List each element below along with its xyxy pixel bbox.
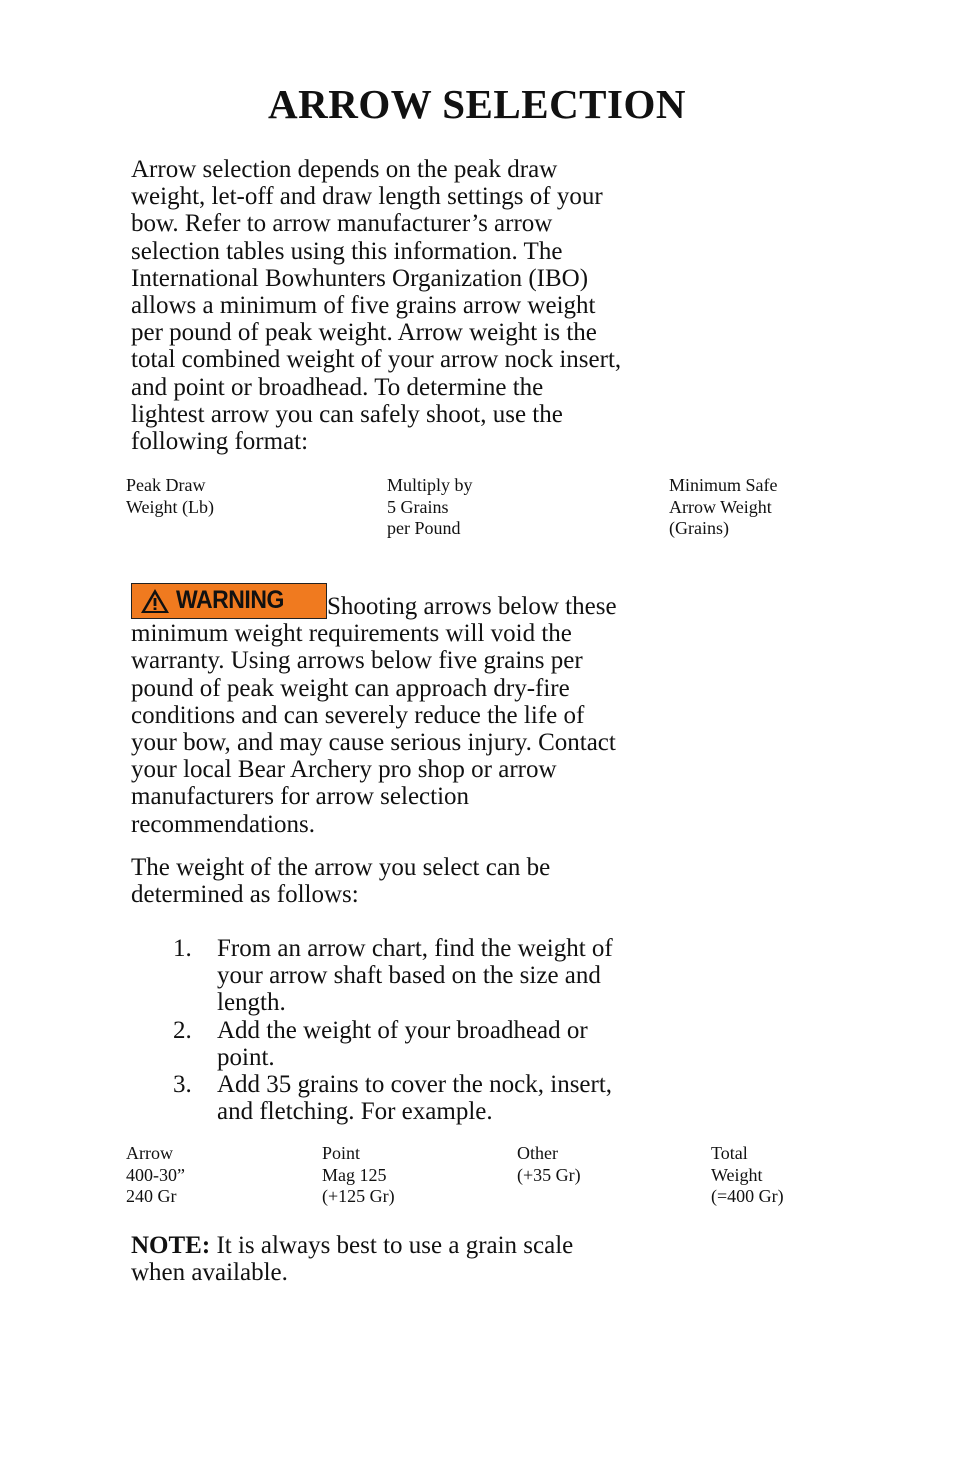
text-line: Add the weight of your broadhead or <box>217 1016 588 1044</box>
table-cell: 240 Gr <box>126 1186 177 1206</box>
warning-first-line <box>131 583 831 620</box>
table-cell: Peak Draw <box>126 475 206 495</box>
text-line: Arrow selection depends on the peak draw <box>131 156 558 183</box>
table-cell: Weight (Lb) <box>126 496 215 517</box>
warning-paragraph <box>131 583 831 838</box>
warning-badge <box>131 583 327 619</box>
text-line: bow. Refer to arrow manufacturer’s arrow <box>131 210 553 238</box>
text-line: when available. <box>131 1259 288 1287</box>
text-line: your arrow shaft based on the size and <box>217 962 601 990</box>
table-cell: (+125 Gr) <box>322 1186 395 1206</box>
table-cell: per Pound <box>387 518 461 538</box>
text-line: Add 35 grains to cover the nock, insert, <box>217 1071 613 1099</box>
table-cell: 5 Grains <box>387 496 449 517</box>
text-line: lightest arrow you can safely shoot, use the <box>131 400 563 428</box>
list-number: 2. <box>173 1016 192 1044</box>
text-line: The weight of the arrow you select can be <box>131 854 551 881</box>
text-line <box>131 1232 831 1259</box>
note-paragraph <box>131 1232 831 1286</box>
table-cell: 400-30” <box>126 1164 185 1185</box>
list-item <box>173 935 613 1017</box>
format-col-peak-draw <box>126 475 214 518</box>
text-line: Shooting arrows below these <box>327 593 617 620</box>
text-line: your local Bear Archery pro shop or arrow <box>131 756 557 784</box>
example-col-arrow <box>126 1143 185 1208</box>
table-cell: Arrow Weight <box>669 496 772 517</box>
list-number: 3. <box>173 1071 192 1099</box>
table-cell: Other <box>517 1143 558 1163</box>
text-line: International Bowhunters Organization (IBO) <box>131 264 589 292</box>
intro-paragraph <box>131 156 831 455</box>
text-line: From an arrow chart, find the weight of <box>217 935 613 962</box>
text-line: warranty. Using arrows below five grains per <box>131 647 583 675</box>
table-cell: Total <box>711 1143 748 1163</box>
table-cell: Mag 125 <box>322 1164 387 1185</box>
example-col-point <box>322 1143 395 1208</box>
text-line: determined as follows: <box>131 881 359 909</box>
text-line: your bow, and may cause serious injury. Contact <box>131 729 616 757</box>
text-line: point. <box>217 1043 275 1071</box>
note-label: NOTE: <box>131 1232 211 1259</box>
table-cell: Multiply by <box>387 475 473 495</box>
warning-badge-label: WARNING <box>176 586 284 614</box>
text-line: pound of peak weight can approach dry-fire <box>131 674 570 702</box>
text-line: allows a minimum of five grains arrow weight <box>131 292 596 320</box>
format-col-multiply <box>387 475 473 540</box>
text-line: manufacturers for arrow selection <box>131 783 470 811</box>
note-text: It is always best to use a grain scale <box>210 1232 574 1259</box>
text-line: minimum weight requirements will void the <box>131 620 572 648</box>
table-cell: Arrow <box>126 1143 173 1163</box>
warning-triangle-icon <box>140 588 170 614</box>
text-line: per pound of peak weight. Arrow weight is the <box>131 319 597 347</box>
example-col-total <box>711 1143 784 1208</box>
text-line: selection tables using this information. The <box>131 237 563 265</box>
format-col-minimum-safe <box>669 475 778 540</box>
text-line: and fletching. For example. <box>217 1098 493 1126</box>
text-line: total combined weight of your arrow nock insert, <box>131 346 622 374</box>
table-cell: Point <box>322 1143 361 1163</box>
table-cell: (=400 Gr) <box>711 1186 784 1206</box>
text-line: recommendations. <box>131 810 315 838</box>
weight-intro-paragraph <box>131 854 831 908</box>
table-cell: (+35 Gr) <box>517 1164 581 1185</box>
list-item <box>173 1017 613 1071</box>
text-line: weight, let-off and draw length settings of your <box>131 183 603 211</box>
example-col-other <box>517 1143 581 1186</box>
list-item <box>173 1071 613 1125</box>
steps-list <box>173 935 613 1125</box>
table-cell: (Grains) <box>669 518 729 538</box>
list-number: 1. <box>173 935 192 962</box>
text-line: and point or broadhead. To determine the <box>131 373 544 401</box>
table-cell: Weight <box>711 1164 763 1185</box>
page-title: ARROW SELECTION <box>268 81 686 127</box>
text-line: length. <box>217 989 286 1017</box>
text-line: conditions and can severely reduce the life of <box>131 701 585 729</box>
table-cell: Minimum Safe <box>669 475 778 495</box>
text-line: following format: <box>131 428 309 456</box>
